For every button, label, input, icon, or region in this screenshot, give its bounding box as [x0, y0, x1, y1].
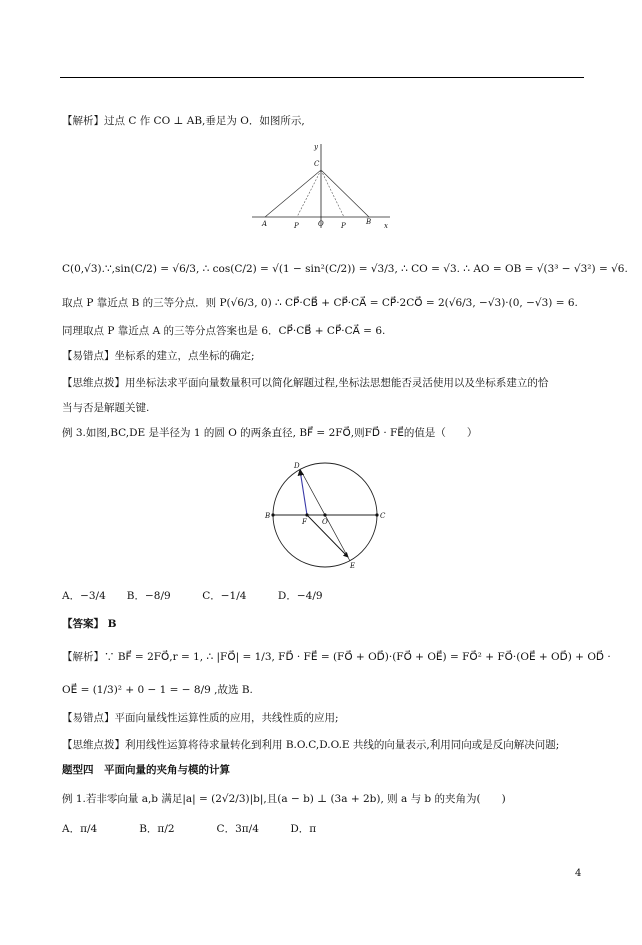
label-f: F — [302, 518, 307, 526]
analysis-line-3: 取点 P 靠近点 B 的三等分点．则 P(√6/3, 0) ∴ CP⃗·CB⃗ + CP⃗·CA⃗ = CP⃗·2CO⃗ = 2(√6/3, −√3)·(0, −√3) = 6. — [62, 297, 578, 309]
label-c: C — [314, 160, 320, 168]
analysis-line-1: 【解析】过点 C 作 CO ⊥ AB,垂足为 O．如图所示, — [62, 115, 305, 127]
analysis-line-2: C(0,√3).∵,sin(C/2) = √6/3, ∴ cos(C/2) = √(1 − sin²(C/2)) = √3/3, ∴ CO = √3. ∴ AO = OB = √(3³ − √3²) = √6. — [62, 263, 628, 275]
pitfall-line-2: 【易错点】平面向量线性运算性质的应用，共线性质的应用; — [62, 712, 339, 724]
circle-diameters-figure — [262, 455, 392, 573]
answer-line: 【答案】 B — [62, 618, 117, 630]
point-b — [271, 513, 274, 516]
example-1-choices: A．π/4 B．π/2 C．3π/4 D．π — [62, 823, 317, 835]
example-1-question: 例 1.若非零向量 a,b 满足|a| = (2√2/3)|b|,且(a − b) ⊥ (3a + 2b), 则 a 与 b 的夹角为( ) — [62, 793, 506, 805]
label-x: x — [384, 222, 388, 230]
example-3-question: 例 3.如图,BC,DE 是半径为 1 的圆 O 的两条直径, BF⃗ = 2FO⃗,则FD⃗ · FE⃗的值是（ ） — [62, 427, 478, 439]
segment-cp2 — [321, 170, 344, 217]
label-a: A — [262, 220, 268, 228]
header-rule — [60, 77, 584, 78]
analysis-line-5: 【解析】∵ BF⃗ = 2FO⃗,r = 1, ∴ |FO⃗| = 1/3, FD⃗ · FE⃗ = (FO⃗ + OD⃗)·(FO⃗ + OE⃗) = FO⃗² + FO⃗·(OE⃗ + OD⃗) + OD⃗ · — [62, 651, 611, 663]
segment-ca — [265, 170, 321, 217]
analysis-line-4: 同理取点 P 靠近点 A 的三等分点答案也是 6．CP⃗·CB⃗ + CP⃗·CA⃗ = 6. — [62, 325, 386, 337]
label-o2: O — [322, 518, 328, 526]
insight-line-1: 【思维点拨】用坐标法求平面向量数量积可以简化解题过程,坐标法思想能否灵活使用以及坐标系建立的恰 — [62, 377, 549, 389]
label-d: D — [294, 462, 300, 470]
page-number: 4 — [575, 868, 582, 879]
point-f — [305, 513, 308, 516]
label-o: O — [318, 220, 324, 228]
analysis-line-6: OE⃗ = (1/3)² + 0 − 1 = − 8/9 ,故选 B. — [62, 684, 253, 696]
label-p-right: P — [341, 222, 346, 230]
segment-cb — [321, 170, 369, 217]
insight-line-2: 当与否是解题关键. — [62, 402, 150, 414]
label-b: B — [366, 218, 372, 226]
label-p-left: P — [294, 222, 299, 230]
point-o — [323, 513, 326, 516]
label-y: y — [314, 143, 318, 151]
label-c2: C — [380, 512, 386, 520]
point-c — [375, 513, 378, 516]
pitfall-line-1: 【易错点】坐标系的建立，点坐标的确定; — [62, 350, 255, 362]
vector-fd — [300, 470, 307, 515]
example-3-choices: A．−3/4 B．−8/9 C．−1/4 D．−4/9 — [62, 590, 323, 602]
label-e: E — [350, 562, 356, 570]
insight-line-3: 【思维点拨】利用线性运算将待求量转化到利用 B.O.C,D.O.E 共线的向量表示,利用同向或是反向解决问题; — [62, 739, 560, 751]
section-heading: 题型四 平面向量的夹角与模的计算 — [62, 764, 230, 776]
coordinate-triangle-figure — [248, 140, 398, 232]
label-b2: B — [265, 512, 271, 520]
segment-cp1 — [297, 170, 321, 217]
